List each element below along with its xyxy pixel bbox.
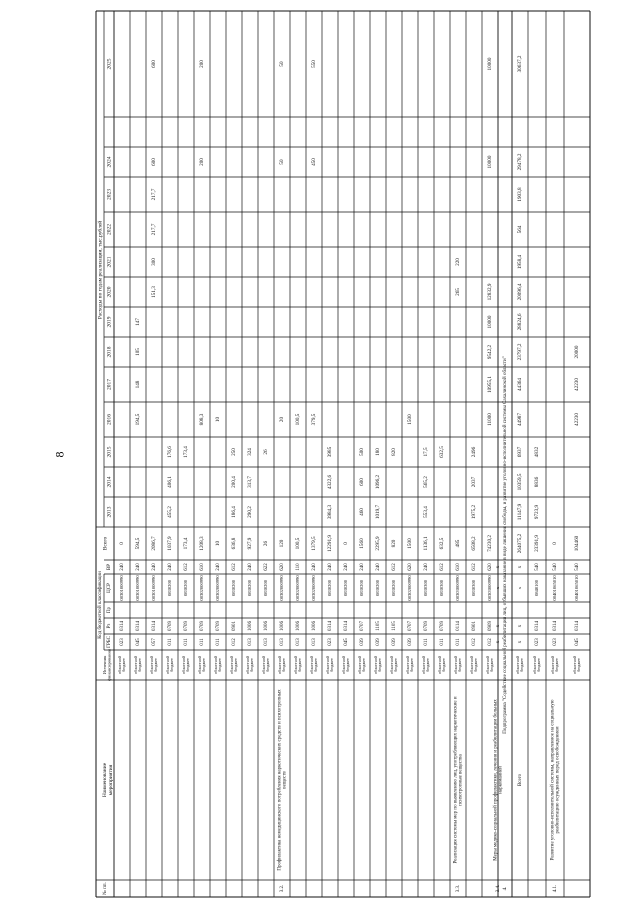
row-21-year-2015: 632,5 [439, 446, 446, 458]
row-3-year-2023: 217,7 [151, 188, 158, 201]
row-4-csr: 0830200 [167, 579, 173, 597]
row-9-year-2013: 290,2 [247, 506, 254, 518]
row-20-total: 1136,1 [423, 536, 430, 551]
sub4-row-1-year-2020: 20096,4 [517, 283, 524, 301]
row-23-vr: 612 [472, 563, 478, 571]
header-grbs: ГРБС [107, 636, 113, 648]
row-1-rz: 0314 [120, 621, 126, 631]
row-23-csr: 0830300 [471, 579, 477, 597]
header-year-2023: 2023 [106, 189, 113, 200]
sub4-row-2-source: областнойбюджет [531, 655, 542, 675]
row-14-csr: 0830200 [327, 579, 333, 597]
row-23-rz: 0901 [472, 621, 478, 631]
row-8-year-2013: 186,4 [231, 506, 238, 518]
row-3-source: областнойбюджет [148, 655, 159, 675]
sub4-row-4-year-2017: 42230 [574, 378, 581, 391]
row-6-total: 1208,3 [199, 536, 206, 551]
sub4-row-1-year-2014: 10359,5 [517, 473, 524, 491]
row-11-grbs: 013 [280, 638, 286, 646]
header-year-2013: 2013 [106, 506, 113, 518]
row-5-source: областнойбюджет [180, 655, 191, 675]
row-10-year-2015: 26 [263, 449, 270, 455]
row-9-rz: 1006 [248, 621, 254, 631]
row-2-vr: 240 [136, 563, 142, 571]
row-21-vr: 612 [440, 563, 446, 571]
sub4-row-2-year-2015: 4832 [534, 446, 541, 458]
row-21-grbs: 011 [440, 638, 446, 646]
row-2-total: 594,5 [135, 537, 142, 550]
row-1-grbs: 023 [120, 638, 126, 646]
row-25-name: Меры медико-социальной профилактики, лечения и реабилитации больныхнаркоманией [493, 699, 504, 861]
row-3-year-2022: 217,7 [151, 223, 158, 236]
row-8-year-2015: 250 [231, 448, 238, 456]
row-13-rz: 1006 [312, 621, 318, 631]
header-no: № пп. [103, 882, 109, 895]
row-16-year-2013: 460 [359, 508, 366, 516]
row-20-grbs: 011 [424, 638, 430, 646]
row-9-year-2015: 324 [247, 448, 254, 456]
row-4-year-2014: 406,1 [167, 476, 174, 488]
row-10-source: областнойбюджет [260, 655, 271, 675]
row-11-vr: 620 [280, 563, 286, 571]
row-17-csr: 0830200 [375, 579, 381, 597]
row-15-rz: 0314 [344, 621, 350, 631]
row-1-total: 0 [119, 542, 126, 545]
sub4-row-4-vr: 540 [575, 563, 581, 571]
section-4-title: Подпрограмма "Содействие социальной реабилитации лиц, отбывших наказание в виде лишения свободы, и развитие уголовно-исполнительной системы Сахалинской области" [503, 356, 509, 734]
row-11-source: областнойбюджет [276, 655, 287, 675]
row-16-year-2015: 500 [359, 448, 366, 456]
row-12-rz: 1006 [296, 621, 302, 631]
row-12-csr: 08302000990 [295, 575, 301, 601]
row-23-year-2014: 2037 [471, 476, 478, 488]
row-5-rz: 0709 [184, 621, 190, 631]
sub4-row-3-name: Развитие уголовно-исполнительной системы, направленное на социальнуюреабилитацию осужденных перед освобождением [550, 699, 561, 861]
sub4-row-1-csr: x [517, 586, 523, 590]
row-2-year-2018: 105 [135, 348, 142, 356]
row-12-year-2016: 100,5 [295, 413, 302, 426]
header-name: Наименованиемероприятия [102, 762, 115, 798]
row-16-csr: 0830200 [359, 579, 365, 597]
row-16-year-2014: 600 [359, 478, 366, 486]
sub4-row-2-rz: 0314 [535, 621, 541, 631]
header-year-2020: 2020 [106, 286, 113, 298]
row-20-source: областнойбюджет [420, 655, 431, 675]
row-3-total: 2086,7 [151, 536, 158, 551]
header-rz: Рз [107, 623, 113, 629]
sub4-row-1-name: Всего [518, 773, 524, 787]
row-3-grbs: 057 [152, 638, 158, 646]
row-10-grbs: 013 [264, 638, 270, 646]
row-25-no: 3.4. [496, 884, 502, 893]
header-csr: ЦСР [107, 583, 113, 593]
row-20-year-2013: 553,4 [423, 506, 430, 518]
sub4-row-4-source: областнойбюджет [571, 655, 582, 675]
row-9-csr: 0830200 [247, 579, 253, 597]
row-24-year-2020: 12832,9 [487, 283, 494, 301]
row-13-total: 1379,5 [311, 536, 318, 551]
row-4-vr: 240 [168, 563, 174, 571]
row-25-vr: x [496, 565, 502, 569]
row-22-year-2021: 220 [455, 258, 462, 266]
row-22-name: Реализация системы мер по выявлению лиц, употребляющих наркотические ипсихотропные вещества [453, 696, 464, 864]
row-3-year-2021: 300 [151, 258, 158, 266]
row-19-csr: 08302000990 [407, 575, 413, 601]
header-year-2024: 2024 [106, 156, 113, 168]
header-years-group: Расходы по годам реализации, тыс.рублей [97, 220, 104, 320]
row-1-source: областнойбюджет [116, 655, 127, 675]
row-9-grbs: 013 [248, 638, 254, 646]
row-11-year-2024: 50 [279, 159, 286, 165]
row-2-year-2016: 194,5 [135, 413, 142, 426]
sub4-row-4-rz: 0314 [575, 621, 581, 631]
row-13-source: областнойбюджет [308, 655, 319, 675]
row-16-total: 1560 [359, 538, 366, 549]
row-11-rz: 1006 [280, 621, 286, 631]
row-6-csr: 08302000990 [199, 575, 205, 601]
row-8-grbs: 012 [232, 638, 238, 646]
row-3-year-2024: 600 [151, 158, 158, 166]
row-22-vr: 610 [456, 563, 462, 571]
row-22-no: 3.3. [456, 884, 462, 893]
row-8-total: 636,8 [231, 537, 238, 550]
row-22-year-2020: 265 [455, 288, 462, 296]
row-17-year-2015: 180 [375, 448, 382, 456]
header-year-2018: 2018 [106, 346, 113, 358]
row-2-source: областнойбюджет [132, 655, 143, 675]
row-22-source: областнойбюджет [452, 655, 463, 675]
row-25-grbs: x [496, 640, 502, 644]
row-9-year-2014: 313,7 [247, 476, 254, 488]
row-14-grbs: 023 [328, 638, 334, 646]
row-14-year-2013: 3984,3 [327, 504, 334, 520]
header-year-2016: 2016 [106, 414, 113, 425]
row-20-year-2014: 565,2 [423, 476, 430, 488]
row-18-rz: 1105 [392, 621, 398, 631]
row-18-grbs: 039 [392, 638, 398, 646]
row-11-name: Профилактика немедицинского потребления наркотических средств и психотропныхвеществ [277, 689, 288, 871]
row-16-grbs: 039 [360, 638, 366, 646]
header-year-2015: 2015 [106, 446, 113, 458]
row-12-grbs: 013 [296, 638, 302, 646]
header-source: Источникфинансирования [102, 649, 112, 681]
page-number: 8 [52, 451, 67, 458]
header-budget-group: Код бюджетной классификации [98, 571, 104, 639]
row-7-csr: 08302000990 [215, 575, 221, 601]
sub4-row-3-vr: 540 [553, 563, 559, 571]
row-19-year-2016: 1500 [407, 414, 414, 425]
row-11-no: 3.2. [280, 884, 286, 893]
row-1-vr: 240 [120, 563, 126, 571]
header-year-2019: 2019 [106, 316, 113, 328]
sub4-row-1-year-2023: 1903,8 [517, 187, 524, 202]
row-10-total: 26 [263, 540, 270, 547]
row-14-rz: 0314 [328, 621, 334, 631]
sub4-row-3-source: областнойбюджет [549, 655, 560, 675]
row-24-year-2025: 10000 [487, 57, 494, 71]
row-2-rz: 0314 [136, 621, 142, 631]
row-20-rz: 0709 [424, 621, 430, 631]
row-15-csr: 0830200 [343, 579, 349, 597]
row-9-source: областнойбюджет [244, 655, 255, 675]
sub4-row-1-total: 264075,2 [517, 533, 524, 554]
row-6-vr: 610 [200, 563, 206, 571]
row-22-grbs: 011 [456, 638, 462, 646]
row-15-vr: 240 [344, 563, 350, 571]
sub4-row-2-total: 23391,9 [534, 535, 541, 552]
row-4-rz: 0709 [168, 621, 174, 631]
row-11-total: 120 [279, 539, 286, 548]
row-3-vr: 240 [152, 563, 158, 571]
sub4-row-4-year-2018: 20000 [574, 345, 581, 359]
row-18-year-2015: 820 [391, 448, 398, 456]
row-20-csr: 0830300 [423, 579, 429, 597]
row-13-year-2024: 450 [311, 158, 318, 166]
row-14-year-2015: 3985 [327, 446, 334, 458]
row-15-grbs: 045 [344, 638, 350, 646]
row-9-total: 927,9 [247, 537, 254, 550]
row-5-grbs: 011 [184, 638, 190, 646]
row-17-vr: 240 [376, 563, 382, 571]
header-year-2025: 2025 [106, 58, 113, 70]
row-14-year-2014: 4322,6 [327, 474, 334, 490]
header-vr: ВР [107, 563, 113, 571]
row-24-rz: 0909 [488, 621, 494, 631]
row-11-year-2016: 20 [279, 416, 286, 423]
row-21-source: областнойбюджет [436, 655, 447, 675]
sub4-row-2-year-2013: 9723,9 [534, 504, 541, 520]
sub4-row-1-year-2019: 28824,6 [517, 313, 524, 331]
row-20-vr: 240 [424, 563, 430, 571]
row-9-vr: 240 [248, 563, 254, 571]
header-total: Всего [102, 536, 109, 551]
row-18-total: 820 [391, 539, 398, 548]
header-year-2021: 2021 [106, 256, 113, 268]
sub4-row-3-rz: 0314 [553, 621, 559, 631]
row-10-csr: 0830200 [263, 579, 269, 597]
row-7-rz: 0709 [216, 621, 222, 631]
sub4-row-3-total: 0 [552, 542, 559, 545]
row-17-year-2014: 1096,2 [375, 474, 382, 490]
row-25-rz: x [496, 624, 502, 628]
row-23-grbs: 012 [472, 638, 478, 646]
row-17-rz: 1105 [376, 621, 382, 631]
sub4-row-2-grbs: 023 [535, 638, 541, 646]
row-17-total: 2295,9 [375, 536, 382, 551]
sub4-row-1-source: областнойбюджет [514, 655, 525, 675]
sub4-row-1-year-2013: 11147,9 [517, 503, 524, 521]
row-5-year-2015: 173,4 [183, 446, 190, 458]
row-24-grbs: 012 [488, 638, 494, 646]
row-24-csr: 08303000990 [487, 575, 493, 601]
row-3-year-2020: 151,3 [151, 286, 158, 298]
row-13-year-2025: 550 [311, 60, 318, 68]
row-5-vr: 612 [184, 563, 190, 571]
row-14-vr: 240 [328, 563, 334, 571]
row-24-year-2024: 10000 [487, 155, 494, 169]
row-4-grbs: 011 [168, 638, 174, 646]
sub4-row-1-year-2018: 23797,2 [517, 343, 524, 361]
row-19-grbs: 039 [408, 638, 414, 646]
row-6-year-2025: 200 [199, 60, 206, 68]
sub4-row-1-rz: x [518, 624, 524, 628]
row-4-year-2015: 176,6 [167, 446, 174, 458]
row-16-source: областнойбюджет [356, 655, 367, 675]
row-21-rz: 0709 [440, 621, 446, 631]
row-24-source: областнойбюджет [484, 655, 495, 675]
row-19-vr: 620 [408, 563, 414, 571]
row-22-total: 485 [455, 539, 462, 548]
header-pr: Пр [107, 606, 113, 614]
row-16-rz: 0707 [360, 621, 366, 631]
row-8-source: областнойбюджет [228, 655, 239, 675]
row-15-source: областнойбюджет [340, 655, 351, 675]
section-4-no: 4. [503, 886, 509, 891]
row-2-grbs: 045 [136, 638, 142, 646]
row-4-source: областнойбюджет [164, 655, 175, 675]
row-7-source: областнойбюджет [212, 655, 223, 675]
header-year-2014: 2014 [106, 476, 113, 488]
row-13-vr: 240 [312, 563, 318, 571]
row-8-csr: 0830200 [231, 579, 237, 597]
header-year-2022: 2022 [106, 224, 113, 235]
row-19-rz: 0707 [408, 621, 414, 631]
row-11-year-2025: 50 [279, 61, 286, 67]
row-23-total: 6508,2 [471, 536, 478, 551]
sub4-row-4-grbs: 045 [575, 638, 581, 646]
row-4-total: 1037,9 [167, 536, 174, 551]
row-12-total: 100,5 [295, 537, 302, 550]
row-24-year-2017: 10955,1 [487, 376, 494, 393]
row-3-csr: 08301000990 [151, 575, 157, 601]
row-8-rz: 0901 [232, 621, 238, 631]
row-24-vr: 620 [488, 563, 494, 571]
row-7-total: 10 [215, 540, 222, 547]
row-6-year-2024: 200 [199, 158, 206, 166]
row-24-year-2019: 10000 [487, 315, 494, 329]
row-19-total: 1500 [407, 538, 414, 549]
row-5-total: 173,4 [183, 537, 190, 550]
row-7-grbs: 011 [216, 638, 222, 646]
row-22-csr: 08303000990 [455, 575, 461, 601]
row-8-year-2014: 200,4 [231, 476, 238, 488]
row-16-vr: 240 [360, 563, 366, 571]
row-14-source: областнойбюджет [324, 655, 335, 675]
row-17-grbs: 039 [376, 638, 382, 646]
sub4-row-1-year-2022: 564 [517, 225, 524, 234]
row-21-total: 632,5 [439, 537, 446, 550]
row-17-source: областнойбюджет [372, 655, 383, 675]
row-6-year-2016: 808,3 [199, 413, 206, 426]
row-2-year-2017: 148 [135, 380, 142, 389]
row-10-vr: 622 [264, 563, 270, 571]
row-18-source: областнойбюджет [388, 655, 399, 675]
sub4-row-1-vr: x [518, 565, 524, 569]
row-1-csr: 08301000990 [119, 575, 125, 601]
row-13-csr: 08302000990 [311, 575, 317, 601]
row-11-csr: 08302000990 [279, 575, 285, 601]
row-17-year-2013: 1019,7 [375, 504, 382, 520]
sub4-row-4-csr: 08401065010 [574, 575, 580, 601]
sub4-row-4-total: 104460 [574, 535, 581, 552]
row-23-year-2015: 2496 [471, 446, 478, 458]
row-2-csr: 08301000990 [135, 575, 141, 601]
sub4-row-1-year-2021: 1958,4 [517, 254, 524, 270]
row-6-rz: 0709 [200, 621, 206, 631]
sub4-row-4-year-2016: 42230 [574, 413, 581, 426]
row-3-year-2025: 600 [151, 60, 158, 68]
sub4-row-1-year-2025: 30637,2 [517, 55, 524, 73]
row-18-csr: 0830200 [391, 579, 397, 597]
sub4-row-2-csr: 0840100 [534, 579, 540, 597]
row-22-rz: 0114 [456, 621, 462, 631]
row-6-source: областнойбюджет [196, 655, 207, 675]
row-8-vr: 612 [232, 563, 238, 571]
row-25-csr: x [495, 586, 501, 590]
row-4-year-2013: 455,2 [167, 506, 174, 518]
row-2-year-2019: 147 [135, 318, 142, 326]
row-23-source: областнойбюджет [468, 655, 479, 675]
row-19-source: областнойбюджет [404, 655, 415, 675]
row-23-year-2013: 1975,2 [471, 504, 478, 520]
row-15-total: 0 [343, 542, 350, 545]
sub4-row-1-year-2016: 44987 [517, 413, 524, 426]
sub4-row-3-csr: 08401065010 [552, 575, 558, 601]
sub4-row-3-no: 4.1. [553, 884, 559, 893]
row-12-source: областнойбюджет [292, 655, 303, 675]
row-10-rz: 1006 [264, 621, 270, 631]
sub4-row-3-grbs: 023 [553, 638, 559, 646]
row-24-total: 74230,2 [487, 535, 494, 552]
row-13-year-2016: 379,5 [311, 413, 318, 426]
row-5-csr: 0830200 [183, 579, 189, 597]
sub4-row-1-grbs: x [518, 640, 524, 644]
row-12-vr: 110 [296, 563, 302, 571]
sub4-row-1-year-2017: 44364 [517, 378, 524, 391]
row-20-year-2015: 17,5 [423, 447, 430, 457]
row-24-year-2016: 11000 [487, 413, 494, 426]
row-7-vr: 240 [216, 563, 222, 571]
sub4-row-1-year-2024: 29478,2 [517, 153, 524, 171]
row-3-rz: 0314 [152, 621, 158, 631]
row-24-year-2018: 9542,2 [487, 344, 494, 360]
row-7-year-2016: 10 [215, 416, 222, 423]
header-year-2017: 2017 [106, 379, 113, 390]
sub4-row-1-year-2015: 6937 [517, 446, 524, 458]
sub4-row-2-vr: 540 [535, 563, 541, 571]
row-18-vr: 612 [392, 563, 398, 571]
row-6-grbs: 011 [200, 638, 206, 646]
row-13-grbs: 013 [312, 638, 318, 646]
row-14-total: 12291,9 [327, 535, 334, 552]
row-21-csr: 0830300 [439, 579, 445, 597]
sub4-row-2-year-2014: 8836 [534, 476, 541, 488]
